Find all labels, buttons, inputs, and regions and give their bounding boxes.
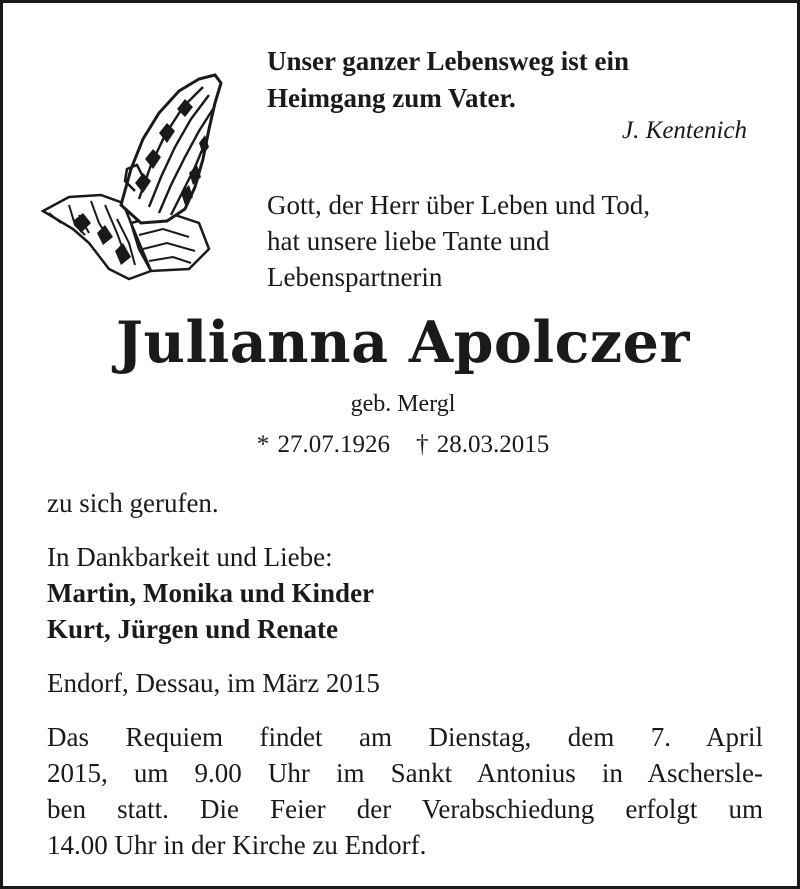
intro-line: hat unsere liebe Tante und — [267, 226, 550, 256]
mourner-line: Kurt, Jürgen und Renate — [47, 614, 339, 644]
mourner-line: Martin, Monika und Kinder — [47, 578, 375, 608]
life-dates — [3, 427, 800, 463]
mourners — [47, 539, 763, 647]
called-home-text: zu sich gerufen. — [47, 488, 219, 518]
intro-line: Lebenspartnerin — [267, 262, 443, 292]
requiem-line: 2015, um 9.00 Uhr im Sankt Antonius in Ascherslе- — [47, 758, 763, 788]
praying-hands-icon — [39, 73, 231, 287]
intro-line: Gott, der Herr über Leben und Tod, — [267, 190, 650, 220]
quote-line: Unser ganzer Lebensweg ist ein — [267, 46, 629, 76]
quote-author: J. Kentenich — [622, 117, 747, 144]
mourners-intro: In Dankbarkeit und Liebe: — [47, 542, 333, 572]
deceased-name: Julianna Apolczer — [116, 309, 690, 376]
requiem-notice — [47, 719, 763, 863]
requiem-line: Das Requiem findet am Dienstag, dem 7. April — [47, 722, 763, 752]
requiem-line: 14.00 Uhr in der Kirche zu Endorf. — [47, 830, 427, 860]
quote — [267, 43, 767, 117]
birth-date: * 27.07.1926 — [256, 431, 390, 458]
intro-text — [267, 187, 767, 295]
maiden-name: geb. Mergl — [350, 391, 456, 417]
death-date: † 28.03.2015 — [416, 431, 550, 458]
quote-line: Heimgang zum Vater. — [267, 83, 516, 113]
place-date: Endorf, Dessau, im März 2015 — [47, 668, 380, 698]
requiem-line: ben statt. Die Feier der Verabschiedung erfolgt um — [47, 794, 763, 824]
